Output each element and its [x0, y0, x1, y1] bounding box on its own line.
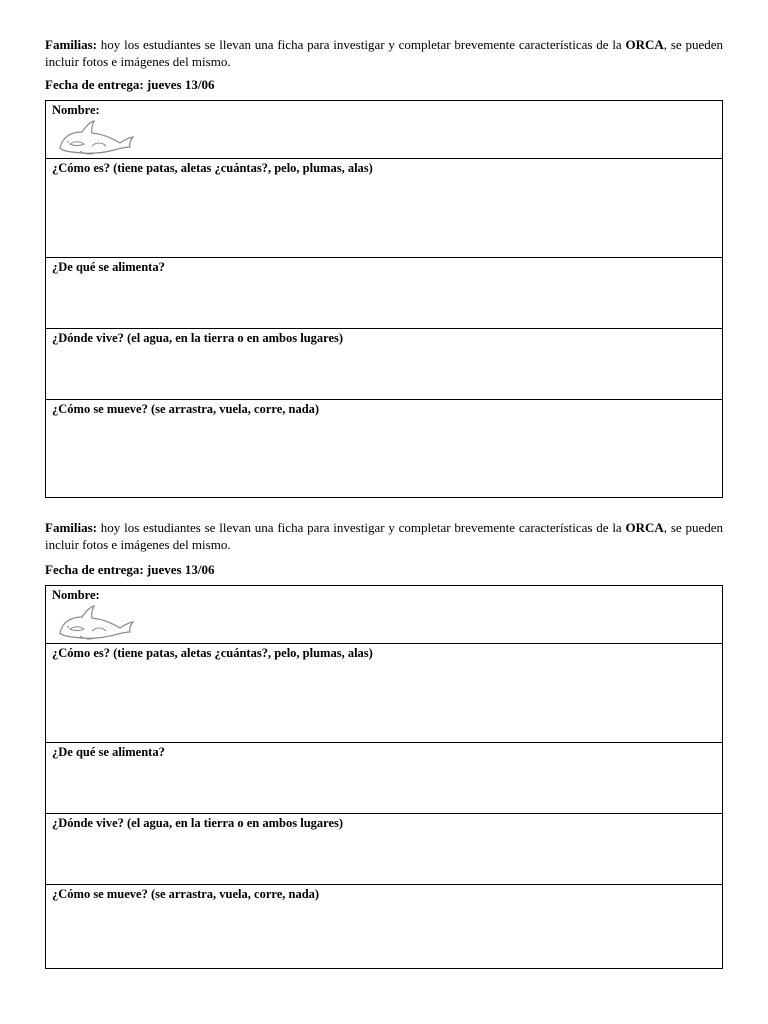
row-label: ¿Dónde vive? (el agua, en la tierra o en ambos lugares): [52, 331, 344, 345]
intro-orca-label: ORCA: [625, 520, 664, 535]
worksheet-2: [45, 519, 723, 901]
row-label: ¿De qué se alimenta?: [52, 260, 165, 274]
intro-text-end: , se pueden incluir fotos e imágenes del mismo.: [45, 520, 723, 552]
row-alimenta[interactable]: [46, 258, 723, 329]
row-como-es[interactable]: [46, 644, 723, 743]
intro-text: hoy los estudiantes se llevan una ficha para investigar y completar brevemente características de la: [97, 37, 626, 52]
row-label: ¿Cómo se mueve? (se arrastra, vuela, corre, nada): [52, 887, 320, 901]
worksheet-table: [45, 100, 723, 498]
row-label: Nombre:: [52, 103, 100, 117]
intro-text: hoy los estudiantes se llevan una ficha para investigar y completar brevemente características de la: [97, 520, 626, 535]
row-como-se-mueve[interactable]: [46, 885, 723, 969]
orca-icon: [56, 120, 136, 156]
worksheet-1: [45, 36, 723, 416]
due-date: Fecha de entrega: jueves 13/06: [45, 562, 215, 577]
row-label: ¿De qué se alimenta?: [52, 745, 165, 759]
row-nombre[interactable]: [46, 586, 723, 644]
row-donde-vive[interactable]: [46, 329, 723, 400]
row-label: ¿Cómo es? (tiene patas, aletas ¿cuántas?, pelo, plumas, alas): [52, 646, 373, 660]
intro-families-label: Familias:: [45, 37, 97, 52]
worksheet-table: [45, 585, 723, 969]
row-label: ¿Dónde vive? (el agua, en la tierra o en ambos lugares): [52, 816, 344, 830]
row-como-es[interactable]: [46, 159, 723, 258]
orca-icon: [56, 605, 136, 641]
row-como-se-mueve[interactable]: [46, 400, 723, 498]
due-date: Fecha de entrega: jueves 13/06: [45, 77, 215, 92]
row-nombre[interactable]: [46, 101, 723, 159]
row-alimenta[interactable]: [46, 743, 723, 814]
intro-orca-label: ORCA: [625, 37, 664, 52]
row-label: Nombre:: [52, 588, 100, 602]
intro-paragraph: [45, 519, 723, 553]
row-donde-vive[interactable]: [46, 814, 723, 885]
row-label: ¿Cómo se mueve? (se arrastra, vuela, corre, nada): [52, 402, 320, 416]
row-label: ¿Cómo es? (tiene patas, aletas ¿cuántas?, pelo, plumas, alas): [52, 161, 373, 175]
intro-families-label: Familias:: [45, 520, 97, 535]
intro-text-end: , se pueden incluir fotos e imágenes del mismo.: [45, 37, 723, 69]
intro-paragraph: [45, 36, 723, 70]
